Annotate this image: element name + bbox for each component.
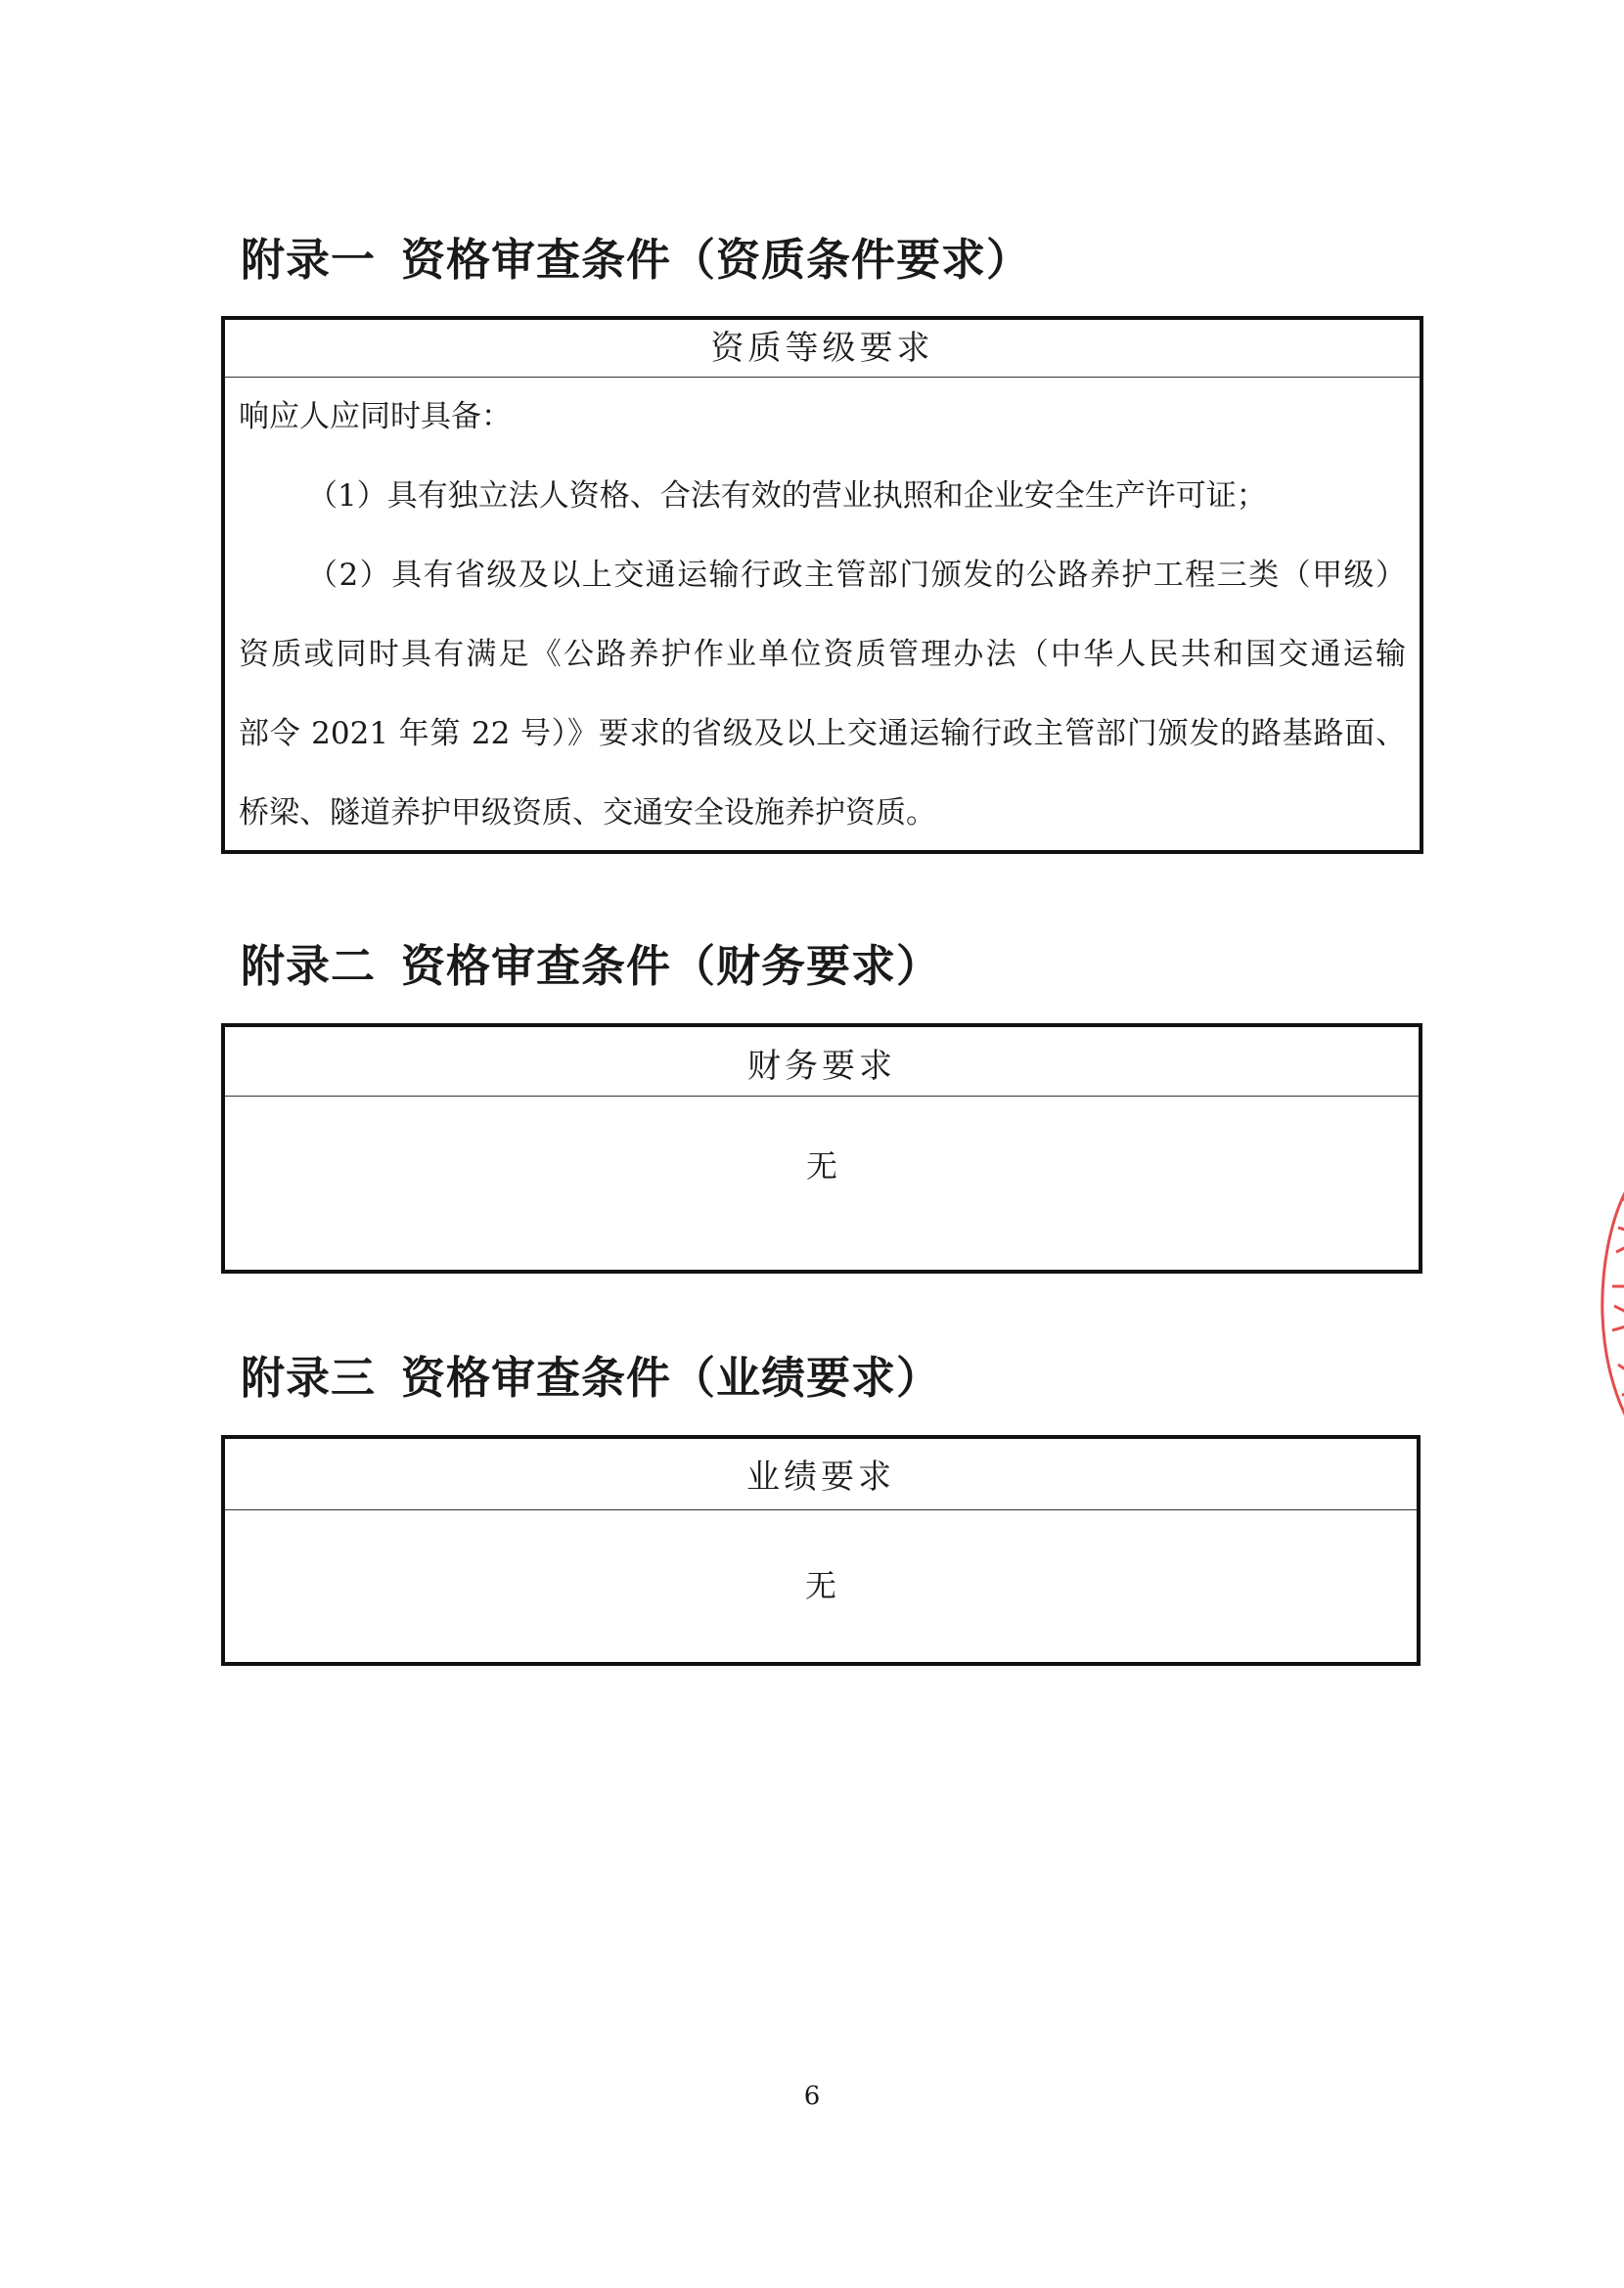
financial-table [221, 1023, 1422, 1274]
requirement-item-2-line-3: 部令 2021 年第 22 号）》要求的省级及以上交通运输行政主管部门颁发的路基路面、 [239, 716, 1406, 751]
seal-stamp-fragment [1583, 1159, 1624, 1453]
financial-table-header: 财务要求 [225, 1027, 1419, 1097]
requirement-item-2-line-2: 资质或同时具有满足《公路养护作业单位资质管理办法（中华人民共和国交通运输 [239, 637, 1406, 672]
financial-table-value: 无 [805, 1147, 837, 1185]
section-1-heading-number: 附录一 [241, 234, 377, 286]
section-2-heading [241, 940, 942, 992]
section-3-heading [241, 1352, 942, 1404]
requirement-item-1: （1）具有独立法人资格、合法有效的营业执照和企业安全生产许可证； [307, 478, 1267, 514]
section-2-heading-title: 资格审查条件（财务要求） [401, 940, 942, 992]
requirement-item-2-line-1: （2）具有省级及以上交通运输行政主管部门颁发的公路养护工程三类（甲级） [307, 558, 1406, 593]
page-number: 6 [803, 2082, 821, 2111]
section-3-heading-title: 资格审查条件（业绩要求） [401, 1352, 942, 1404]
qualification-table-header: 资质等级要求 [225, 320, 1420, 378]
section-2-heading-number: 附录二 [241, 940, 377, 992]
requirement-intro: 响应人应同时具备： [239, 399, 512, 434]
qualification-table [221, 316, 1423, 854]
qualification-table-body [225, 378, 1420, 853]
performance-table [221, 1435, 1421, 1666]
performance-table-value: 无 [804, 1567, 836, 1604]
section-1-heading-title: 资格审查条件（资质条件要求） [401, 234, 1032, 286]
section-3-heading-number: 附录三 [241, 1352, 377, 1404]
section-1-heading [241, 234, 1032, 286]
requirement-item-2-line-4: 桥梁、隧道养护甲级资质、交通安全设施养护资质。 [239, 795, 936, 830]
performance-table-header: 业绩要求 [225, 1439, 1417, 1510]
